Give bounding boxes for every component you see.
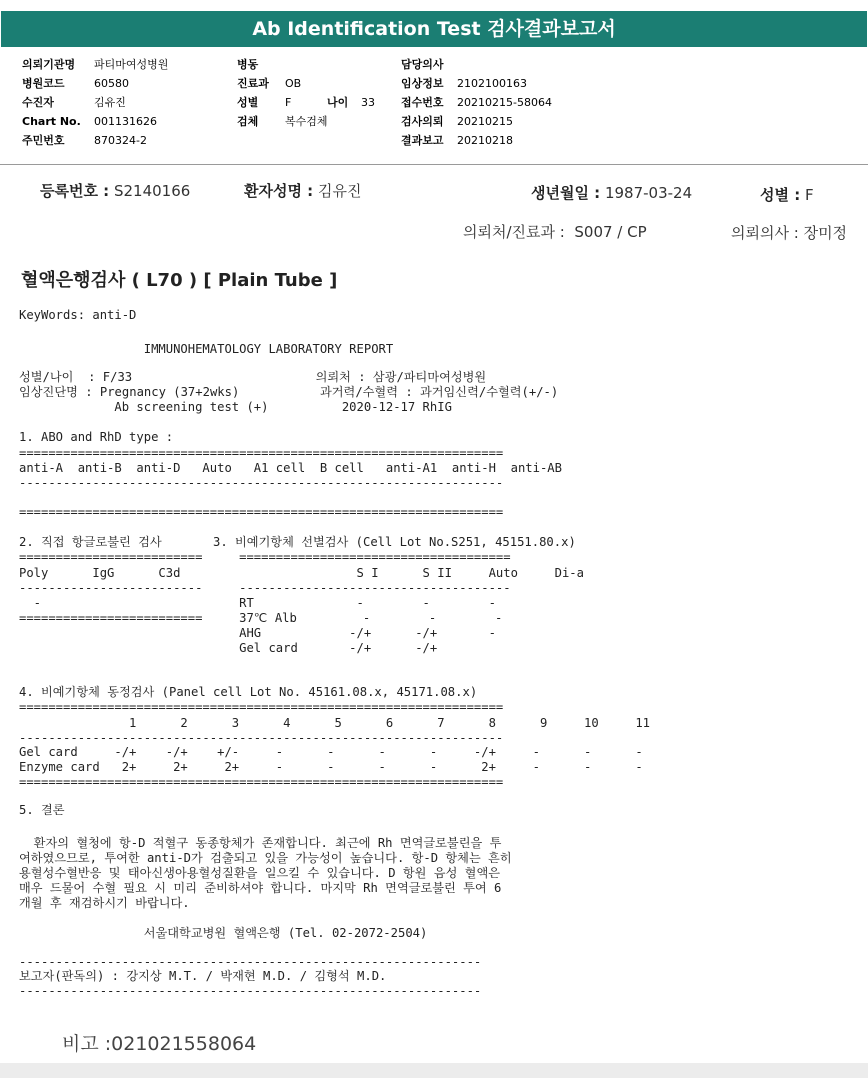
report-line: 서울대학교병원 혈액은행 (Tel. 02-2072-2504): [19, 926, 428, 940]
report-line: ========================= =====================================: [19, 550, 511, 564]
report-title: Ab Identification Test 검사결과보고서: [1, 11, 867, 47]
report-line: 2. 직접 항글로불린 검사 3. 비예기항체 선별검사 (Cell Lot No.S251, 45151.80.x): [19, 535, 576, 549]
institution-label: 의뢰기관명: [22, 58, 76, 71]
referral-dept-value: S007 / CP: [574, 223, 647, 241]
report-line: 5. 결론: [19, 803, 65, 817]
report-line: 임상진단명 : Pregnancy (37+2wks) 과거력/수혈력 : 과거임신력/수혈력(+/-): [19, 385, 559, 399]
examinee-label: 수진자: [22, 96, 54, 109]
specimen-label: 검체: [237, 115, 259, 128]
age-value: 33: [361, 96, 375, 109]
clinical-info-value: 2102100163: [457, 77, 527, 90]
registration-number: [40, 180, 190, 201]
report-line: ------------------------- -------------------------------------: [19, 581, 511, 595]
header-divider: [0, 164, 868, 165]
header-col2: [237, 55, 375, 131]
report-line: 보고자(판독의) : 강지상 M.T. / 박재현 M.D. / 김형석 M.D.: [19, 969, 387, 983]
physician-label: 담당의사: [401, 58, 444, 71]
report-line: ------------------------------------------------------------------: [19, 476, 504, 490]
section-title: 혈액은행검사 ( L70 ) [ Plain Tube ]: [21, 270, 338, 291]
report-line: 4. 비예기항체 동정검사 (Panel cell Lot No. 45161.08.x, 45171.08.x): [19, 685, 478, 699]
age-label: 나이: [327, 96, 349, 109]
report-line: 용혈성수혈반응 및 태아신생아용혈성질환을 일으킬 수 있습니다. D 항원 음성 혈액은: [19, 866, 500, 880]
chart-no-value: 001131626: [94, 115, 157, 128]
specimen-value: 복수검체: [285, 115, 328, 128]
report-line: 여하였으므로, 투여한 anti-D가 검출되고 있을 가능성이 높습니다. 항-D 항체는 흔히: [19, 851, 512, 865]
patient-sex-value: F: [804, 186, 814, 204]
referring-doctor: [731, 222, 847, 243]
patient-name-label: 환자성명 :: [244, 182, 314, 200]
patient-sex-label: 성별 :: [760, 186, 801, 204]
referral-dept: [463, 221, 647, 242]
examinee-value: 김유진: [94, 96, 126, 109]
clinical-info-label: 임상정보: [401, 77, 444, 90]
resident-no-label: 주민번호: [22, 134, 65, 147]
report-line: 개월 후 재검하시기 바랍니다.: [19, 896, 190, 910]
referring-doctor-label: 의뢰의사 :: [731, 224, 799, 242]
report-line: 매우 드물어 수혈 필요 시 미리 준비하셔야 합니다. 마지막 Rh 면역글로불린 투여 6: [19, 881, 502, 895]
report-line: Enzyme card 2+ 2+ 2+ - - - - 2+ - - -: [19, 760, 643, 774]
report-line: ------------------------------------------------------------------: [19, 731, 504, 745]
report-line: ---------------------------------------------------------------: [19, 955, 482, 969]
report-date-label: 결과보고: [401, 134, 444, 147]
report-line: 1 2 3 4 5 6 7 8 9 10 11: [19, 716, 651, 730]
report-line: ========================= 37℃ Alb - - -: [19, 611, 503, 625]
birth-date: [531, 182, 692, 203]
chart-no-label: Chart No.: [22, 115, 81, 128]
receipt-no-label: 접수번호: [401, 96, 444, 109]
dept-label: 진료과: [237, 77, 269, 90]
report-line: Gel card -/+ -/+: [19, 641, 438, 655]
report-line: ==================================================================: [19, 446, 504, 460]
registration-label: 등록번호 :: [40, 182, 110, 200]
registration-value: S2140166: [113, 182, 191, 200]
report-line: IMMUNOHEMATOLOGY LABORATORY REPORT: [19, 342, 394, 356]
header-col1: [22, 55, 168, 150]
report-line: AHG -/+ -/+ -: [19, 626, 496, 640]
report-line: Ab screening test (+) 2020-12-17 RhIG: [19, 400, 452, 414]
memo-value: 021021558064: [111, 1033, 257, 1055]
report-line: 1. ABO and RhD type :: [19, 430, 174, 444]
report-line: ==================================================================: [19, 700, 504, 714]
report-line: - RT - - -: [19, 596, 496, 610]
patient-name-value: 김유진: [317, 182, 362, 200]
resident-no-value: 870324-2: [94, 134, 147, 147]
institution-value: 파티마여성병원: [94, 58, 169, 71]
ward-label: 병동: [237, 58, 259, 71]
sex-value: F: [285, 96, 292, 109]
memo-label: 비고 :: [62, 1033, 112, 1055]
report-line: ==================================================================: [19, 505, 504, 519]
receipt-no-value: 20210215-58064: [457, 96, 552, 109]
patient-name: [244, 180, 361, 201]
referring-doctor-value: 장미정: [803, 224, 848, 242]
request-date-value: 20210215: [457, 115, 513, 128]
report-line: ---------------------------------------------------------------: [19, 984, 482, 998]
report-line: Gel card -/+ -/+ +/- - - - - -/+ - - -: [19, 745, 643, 759]
dept-value: OB: [285, 77, 302, 90]
header-col3: [401, 55, 552, 150]
report-line: ==================================================================: [19, 775, 504, 789]
sex-label: 성별: [237, 96, 259, 109]
birth-date-value: 1987-03-24: [604, 184, 693, 202]
request-date-label: 검사의뢰: [401, 115, 444, 128]
report-line: Poly IgG C3d S I S II Auto Di-a: [19, 566, 584, 580]
referral-dept-label: 의뢰처/진료과 :: [463, 223, 565, 241]
report-line: anti-A anti-B anti-D Auto A1 cell B cell anti-A1 anti-H anti-AB: [19, 461, 562, 475]
hospital-code-label: 병원코드: [22, 77, 65, 90]
report-line: 성별/나이 : F/33 의뢰처 : 삼광/파티마여성병원: [19, 370, 487, 384]
hospital-code-value: 60580: [94, 77, 129, 90]
report-line: KeyWords: anti-D: [19, 308, 137, 322]
report-date-value: 20210218: [457, 134, 513, 147]
patient-sex: [760, 184, 814, 205]
birth-date-label: 생년월일 :: [531, 184, 601, 202]
footer-bar: [0, 1063, 868, 1078]
report-line: 환자의 혈청에 항-D 적혈구 동종항체가 존재합니다. 최근에 Rh 면역글로불린을 투: [19, 836, 502, 850]
memo: [62, 1029, 256, 1056]
